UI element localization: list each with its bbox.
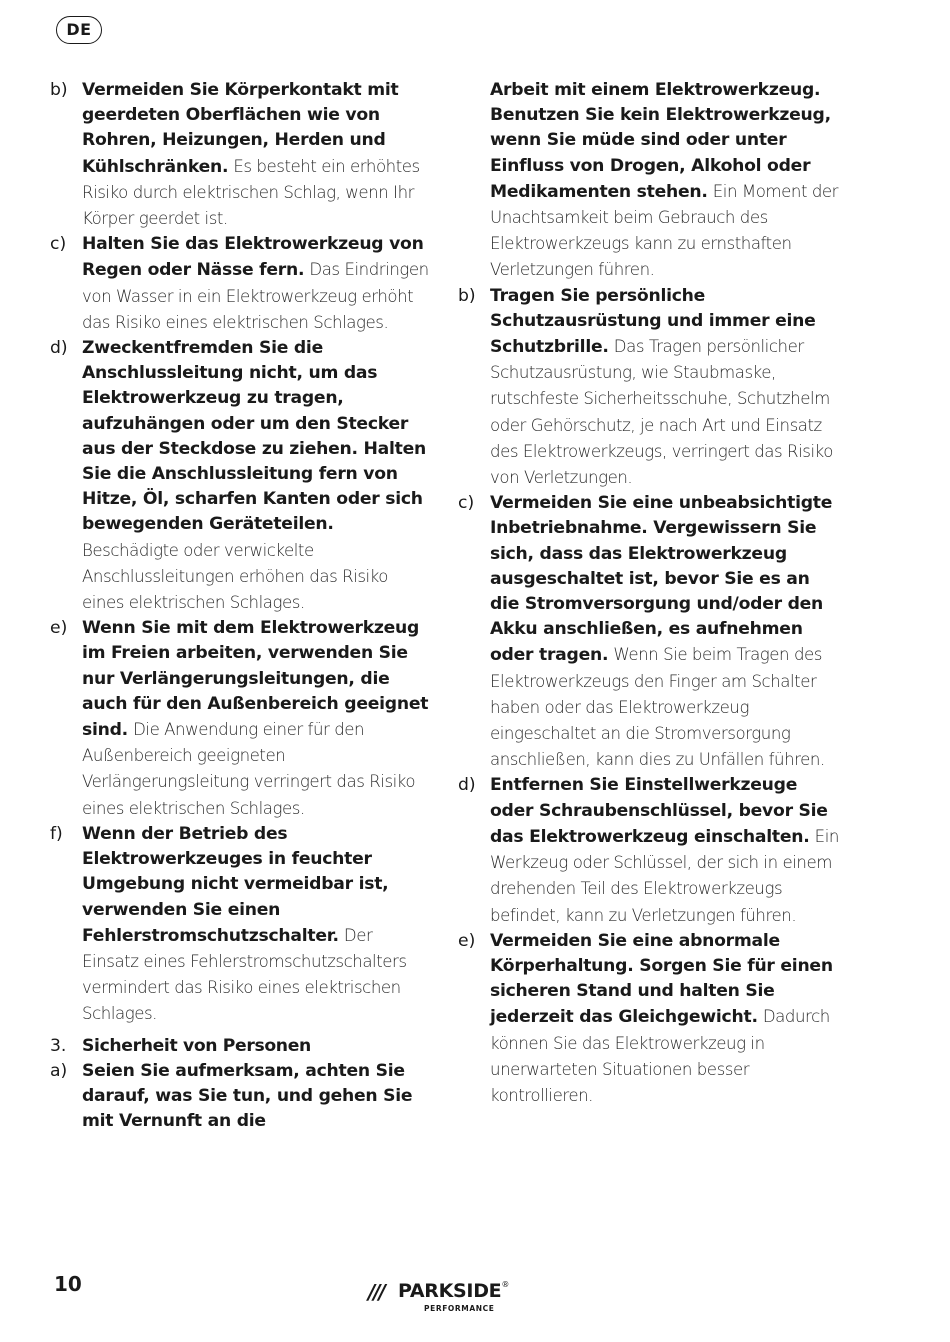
list-item-b [458,284,842,492]
page-number: 10 [54,1272,82,1296]
list-item-c [458,491,842,773]
brand-registered-mark: ® [501,1280,510,1289]
item-bold-text: Vermeiden Sie eine abnormale Körperhaltung. Sorgen Sie für einen sicheren Stand und halten Sie jederzeit das Gleichgewicht. [490,930,833,1028]
item-bold-text: Wenn der Betrieb des Elektrowerkzeuges in feuchter Umgebung nicht vermeidbar ist, verwenden Sie einen Fehlerstromschutzschalter. [82,823,389,946]
section-heading [50,1034,430,1059]
list-item-e [458,929,842,1109]
item-bold-text: Seien Sie aufmerksam, achten Sie darauf, was Sie tun, und gehen Sie mit Vernunft an die [82,1060,413,1132]
item-label: e) [50,618,68,639]
item-label: e) [458,930,476,951]
brand-subtitle: PERFORMANCE [424,1304,495,1313]
item-regular-text: Es besteht ein erhöhtes Risiko durch elektrischen Schlag, wenn Ihr Körper geerdet ist. [82,156,420,229]
list-item-a [50,1059,430,1135]
item-label: c) [50,234,67,255]
item-bold-text: Zweckentfremden Sie die Anschlussleitung nicht, um das Elektrowerkzeug zu tragen, aufzuhängen oder um den Stecker aus der Steckdose zu ziehen. Halten Sie die Anschlussleitung fern von Hitze, Öl, scharfen Kanten oder sich bewegenden Geräteteilen. [82,338,426,535]
list-item-c [50,232,430,336]
item-bold-text: Arbeit mit einem Elektrowerkzeug. Benutzen Sie kein Elektrowerkzeug, wenn Sie müde sind oder unter Einfluss von Drogen, Alkohol oder Medikamenten stehen. [490,80,831,202]
item-label: a) [50,1060,68,1081]
brand-name-text: PARKSIDE [398,1280,502,1302]
section-title: Sicherheit von Personen [82,1035,311,1056]
item-bold-text: Entfernen Sie Einstellwerkzeuge oder Schraubenschlüssel, bevor Sie das Elektrowerkzeug einschalten. [490,775,828,847]
brand-name [398,1280,509,1302]
list-item-e [50,616,430,822]
item-bold-text: Wenn Sie mit dem Elektrowerkzeug im Freien arbeiten, verwenden Sie nur Verlängerungsleitungen, die auch für den Außenbereich geeignet sind. [82,618,429,741]
list-item-b [50,78,430,232]
list-item-f [50,822,430,1028]
item-bold-text: Vermeiden Sie eine unbeabsichtigte Inbetriebnahme. Vergewissern Sie sich, dass das Elektrowerkzeug ausgeschaltet ist, bevor Sie es an die Stromversorgung und/oder den Akku anschließen, es aufnehmen oder tragen. [490,493,833,666]
list-item-d [458,773,842,928]
language-badge: DE [56,16,102,44]
item-regular-text: Das Tragen persönlicher Schutzausrüstung, wie Staubmaske, rutschfeste Sicherheitsschuhe, Schutzhelm oder Gehörschutz, je nach Art und Einsatz des Elektrowerkzeugs, verringert das Risiko von Verletzungen. [490,337,833,488]
item-regular-text: Wenn Sie beim Tragen des Elektrowerkzeugs den Finger am Schalter haben oder das Elektrowerkzeug eingeschaltet an die Stromversorgung anschließen, kann dies zu Unfällen führen. [490,645,825,770]
item-bold-text: Vermeiden Sie Körperkontakt mit geerdeten Oberflächen wie von Rohren, Heizungen, Herden und Kühlschränken. [82,80,399,177]
item-regular-text: Die Anwendung einer für den Außenbereich geeigneten Verlängerungsleitung verringert das Risiko eines elektrischen Schlages. [82,720,416,818]
item-label: c) [458,493,475,514]
item-bold-text: Tragen Sie persönliche Schutzausrüstung und immer eine Schutzbrille. [490,285,816,358]
item-label: b) [458,285,476,306]
item-label: f) [50,823,63,844]
item-label: b) [50,80,68,100]
item-regular-text: Der Einsatz eines Fehlerstromschutzschalters vermindert das Risiko eines elektrischen Schlages. [82,925,407,1024]
section-number: 3. [50,1035,67,1056]
item-regular-text: Ein Moment der Unachtsamkeit beim Gebrauch des Elektrowerkzeugs kann zu ernsthaften Verletzungen führen. [490,181,839,280]
item-regular-text: Ein Werkzeug oder Schlüssel, der sich in einem drehenden Teil des Elektrowerkzeugs befindet, kann zu Verletzungen führen. [490,826,839,925]
brand-logo [368,1280,518,1314]
list-item-d [50,336,430,616]
item-bold-text: Halten Sie das Elektrowerkzeug von Regen oder Nässe fern. [82,234,424,281]
item-regular-text: Beschädigte oder verwickelte Anschlussleitungen erhöhen das Risiko eines elektrischen Schlages. [82,540,388,613]
item-regular-text: Das Eindringen von Wasser in ein Elektrowerkzeug erhöht das Risiko eines elektrischen Schlages. [82,260,429,332]
item-label: d) [458,775,476,796]
list-item-a-continued [458,78,842,284]
left-column [50,78,430,1134]
brand-slashes: /// [368,1280,384,1304]
item-regular-text: Dadurch können Sie das Elektrowerkzeug in unerwarteten Situationen besser kontrollieren. [490,1007,830,1105]
right-column [458,78,842,1109]
item-label: d) [50,338,68,359]
